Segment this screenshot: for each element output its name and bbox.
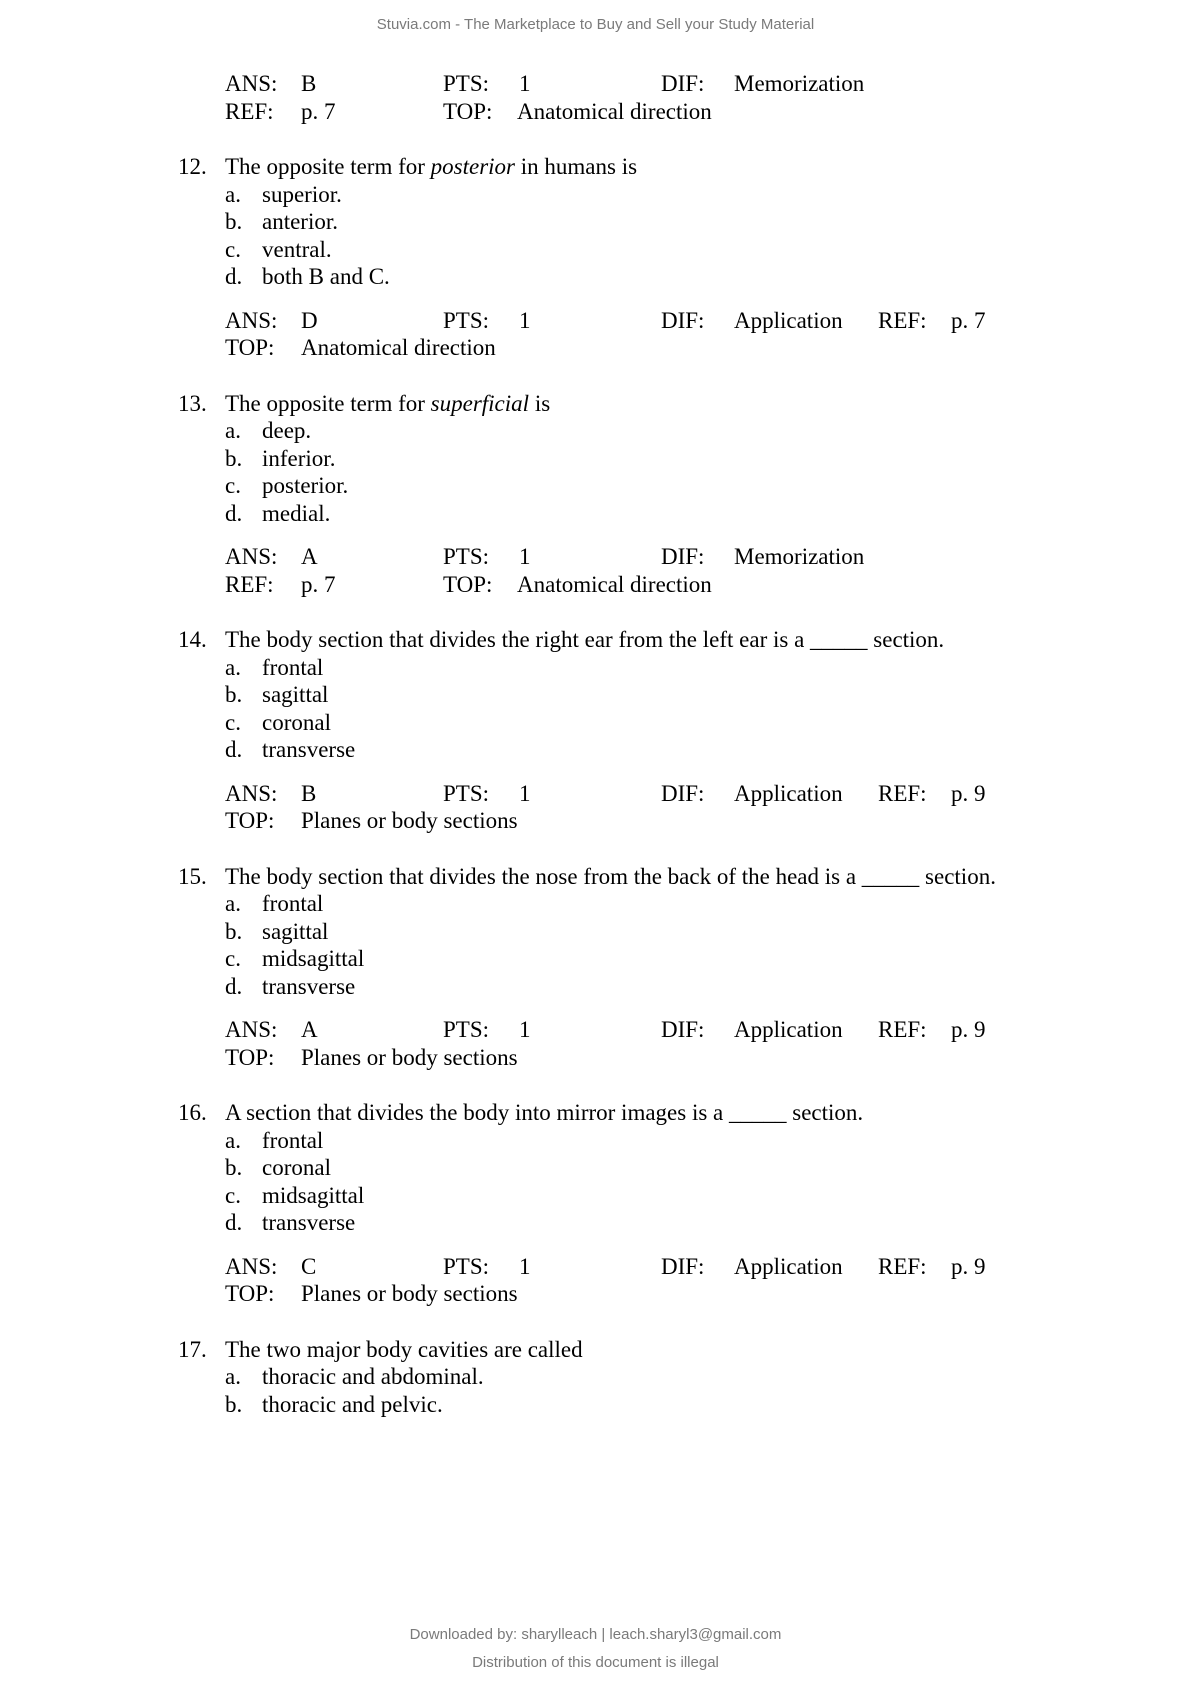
pts-label: PTS:: [443, 1253, 490, 1279]
dif-label: DIF:: [661, 1017, 705, 1042]
pts-label: PTS:: [443, 1017, 490, 1042]
question-number: 16.: [178, 1100, 207, 1125]
option-text: frontal: [262, 654, 324, 680]
option-letter: d.: [225, 737, 243, 762]
dif-value: Memorization: [734, 71, 865, 96]
option: [0, 945, 1191, 973]
top-label: TOP:: [443, 98, 493, 124]
pts-label: PTS:: [443, 544, 490, 569]
ref-label: REF:: [225, 98, 274, 124]
answer-meta: [0, 780, 1191, 835]
option-text: sagittal: [262, 918, 329, 944]
top-label: TOP:: [225, 808, 275, 833]
question-5: [0, 1336, 1191, 1419]
question-number: 17.: [178, 1336, 207, 1362]
ans-value: C: [301, 1253, 317, 1279]
top-value: Anatomical direction: [517, 98, 712, 124]
answer-meta: [0, 1016, 1191, 1071]
option: [0, 1391, 1191, 1419]
top-label: TOP:: [225, 335, 275, 360]
option-list: [0, 417, 1191, 527]
ans-value: A: [301, 1017, 318, 1042]
option: [0, 1154, 1191, 1182]
stem-text: The opposite term for: [225, 154, 431, 179]
option: [0, 890, 1191, 918]
option-list: [0, 1127, 1191, 1237]
question-0: [0, 153, 1191, 362]
question-number: 14.: [178, 627, 207, 652]
question-stem: [225, 390, 550, 418]
question-1: [0, 390, 1191, 599]
option-list: [0, 181, 1191, 291]
option-list: [0, 654, 1191, 764]
option-letter: d.: [225, 264, 243, 289]
top-value: Planes or body sections: [301, 808, 518, 833]
stem-text-end: in humans is: [515, 154, 638, 179]
option-letter: c.: [225, 946, 241, 971]
option: [0, 208, 1191, 236]
question-list: [0, 153, 1191, 1418]
question-stem: [225, 626, 944, 654]
dif-value: Application: [734, 307, 843, 333]
pts-value: 1: [519, 307, 531, 333]
dif-label: DIF:: [661, 71, 705, 96]
dif-value: Application: [734, 1253, 843, 1279]
option: [0, 263, 1191, 291]
option: [0, 1182, 1191, 1210]
option-letter: b.: [225, 209, 243, 234]
option: [0, 736, 1191, 764]
pts-value: 1: [519, 544, 531, 569]
question-stem: [225, 1099, 863, 1127]
option-letter: b.: [225, 1391, 243, 1417]
option-letter: c.: [225, 709, 241, 735]
option-text: midsagittal: [262, 1182, 365, 1208]
site-header: Stuvia.com - The Marketplace to Buy and Sell your Study Material: [376, 16, 815, 33]
stem-text: The two major body cavities are called: [225, 1336, 583, 1362]
top-label: TOP:: [225, 1281, 275, 1306]
question-number: 13.: [178, 390, 207, 416]
top-value: Anatomical direction: [517, 571, 712, 597]
question-stem: [225, 863, 996, 891]
option-text: posterior.: [262, 473, 349, 498]
dif-label: DIF:: [661, 1253, 705, 1279]
question-stem: [225, 153, 637, 181]
downloaded-by: Downloaded by: sharylleach | leach.sharyl3@gmail.com: [409, 1626, 782, 1643]
dif-value: Application: [734, 1017, 843, 1042]
option-text: midsagittal: [262, 946, 365, 971]
stem-text: A section that divides the body into mirror images is a _____ section.: [225, 1100, 864, 1125]
ref-label: REF:: [878, 1253, 927, 1279]
stem-text: The body section that divides the nose from the back of the head is a _____ section.: [225, 863, 996, 889]
ref-label: REF:: [878, 307, 927, 333]
option-letter: b.: [225, 682, 243, 707]
ans-value: B: [301, 780, 317, 806]
dif-value: Application: [734, 780, 843, 806]
option-text: inferior.: [262, 445, 336, 471]
pts-value: 1: [519, 71, 531, 96]
top-value: Planes or body sections: [301, 1044, 518, 1070]
option-list: [0, 1363, 1191, 1418]
ref-value: p. 9: [951, 1017, 986, 1042]
option-text: transverse: [262, 1210, 356, 1235]
option-letter: d.: [225, 1210, 243, 1235]
question-3: [0, 863, 1191, 1072]
option-text: both B and C.: [262, 264, 390, 289]
stem-text: The opposite term for: [225, 390, 431, 416]
top-value: Planes or body sections: [301, 1281, 518, 1306]
ans-label: ANS:: [225, 544, 278, 569]
stem-text: The body section that divides the right ear from the left ear is a _____ section.: [225, 627, 945, 652]
option-text: superior.: [262, 181, 342, 207]
ans-label: ANS:: [225, 1253, 278, 1279]
question-number: 12.: [178, 154, 207, 179]
option: [0, 472, 1191, 500]
option: [0, 973, 1191, 1001]
option: [0, 445, 1191, 473]
option-letter: c.: [225, 473, 241, 498]
answer-meta-11: [0, 70, 1191, 125]
ref-value: p. 9: [951, 1253, 986, 1279]
option-letter: c.: [225, 1182, 241, 1208]
ans-value: A: [301, 544, 318, 569]
dif-label: DIF:: [661, 544, 705, 569]
option-text: coronal: [262, 1155, 331, 1180]
option: [0, 181, 1191, 209]
option-text: frontal: [262, 891, 324, 916]
ref-value: p. 7: [951, 307, 986, 333]
dif-label: DIF:: [661, 780, 705, 806]
top-value: Anatomical direction: [301, 335, 496, 360]
option: [0, 417, 1191, 445]
option: [0, 1363, 1191, 1391]
option: [0, 918, 1191, 946]
option-text: coronal: [262, 709, 331, 735]
option-text: transverse: [262, 737, 356, 762]
question-2: [0, 626, 1191, 835]
option: [0, 500, 1191, 528]
top-label: TOP:: [225, 1044, 275, 1070]
option-letter: b.: [225, 1155, 243, 1180]
stem-term: superficial: [430, 390, 530, 416]
option-text: deep.: [262, 418, 312, 443]
exam-content: [0, 70, 1191, 1434]
option-letter: a.: [225, 1127, 241, 1153]
option-text: ventral.: [262, 236, 332, 262]
ans-label: ANS:: [225, 780, 278, 806]
stem-text-end: is: [529, 390, 551, 416]
pts-label: PTS:: [443, 780, 490, 806]
option-letter: d.: [225, 973, 243, 999]
option-text: thoracic and pelvic.: [262, 1391, 443, 1417]
top-label: TOP:: [443, 571, 493, 597]
answer-meta: [0, 1253, 1191, 1308]
ans-label: ANS:: [225, 71, 278, 96]
option-text: thoracic and abdominal.: [262, 1364, 484, 1389]
ref-label: REF:: [225, 571, 274, 597]
dif-value: Memorization: [734, 544, 865, 569]
option: [0, 1127, 1191, 1155]
stem-term: posterior: [430, 154, 516, 179]
option-list: [0, 890, 1191, 1000]
option-letter: d.: [225, 500, 243, 526]
option-text: frontal: [262, 1127, 324, 1153]
ans-value: D: [301, 307, 318, 333]
option-letter: a.: [225, 654, 241, 680]
pts-value: 1: [519, 780, 531, 806]
option: [0, 681, 1191, 709]
ref-value: p. 7: [301, 571, 336, 597]
ans-label: ANS:: [225, 1017, 278, 1042]
ref-label: REF:: [878, 780, 927, 806]
option-letter: a.: [225, 891, 241, 916]
question-stem: [225, 1336, 583, 1364]
option: [0, 236, 1191, 264]
option-letter: a.: [225, 418, 241, 443]
option-text: sagittal: [262, 682, 329, 707]
ref-label: REF:: [878, 1017, 927, 1042]
question-number: 15.: [178, 863, 207, 889]
dif-label: DIF:: [661, 307, 705, 333]
option-text: anterior.: [262, 209, 338, 234]
option-letter: b.: [225, 445, 243, 471]
option-text: medial.: [262, 500, 331, 526]
ans-value: B: [301, 71, 317, 96]
option-text: transverse: [262, 973, 356, 999]
ref-value: p. 9: [951, 780, 986, 806]
answer-meta: [0, 307, 1191, 362]
option: [0, 1209, 1191, 1237]
option-letter: c.: [225, 236, 241, 262]
ans-label: ANS:: [225, 307, 278, 333]
option-letter: a.: [225, 181, 241, 207]
pts-label: PTS:: [443, 71, 490, 96]
option-letter: a.: [225, 1364, 241, 1389]
option-letter: b.: [225, 918, 243, 944]
answer-meta: [0, 543, 1191, 598]
distribution-notice: Distribution of this document is illegal: [472, 1654, 719, 1671]
option: [0, 654, 1191, 682]
pts-value: 1: [519, 1017, 531, 1042]
option: [0, 709, 1191, 737]
pts-label: PTS:: [443, 307, 490, 333]
pts-value: 1: [519, 1253, 531, 1279]
question-4: [0, 1099, 1191, 1308]
ref-value: p. 7: [301, 98, 336, 124]
